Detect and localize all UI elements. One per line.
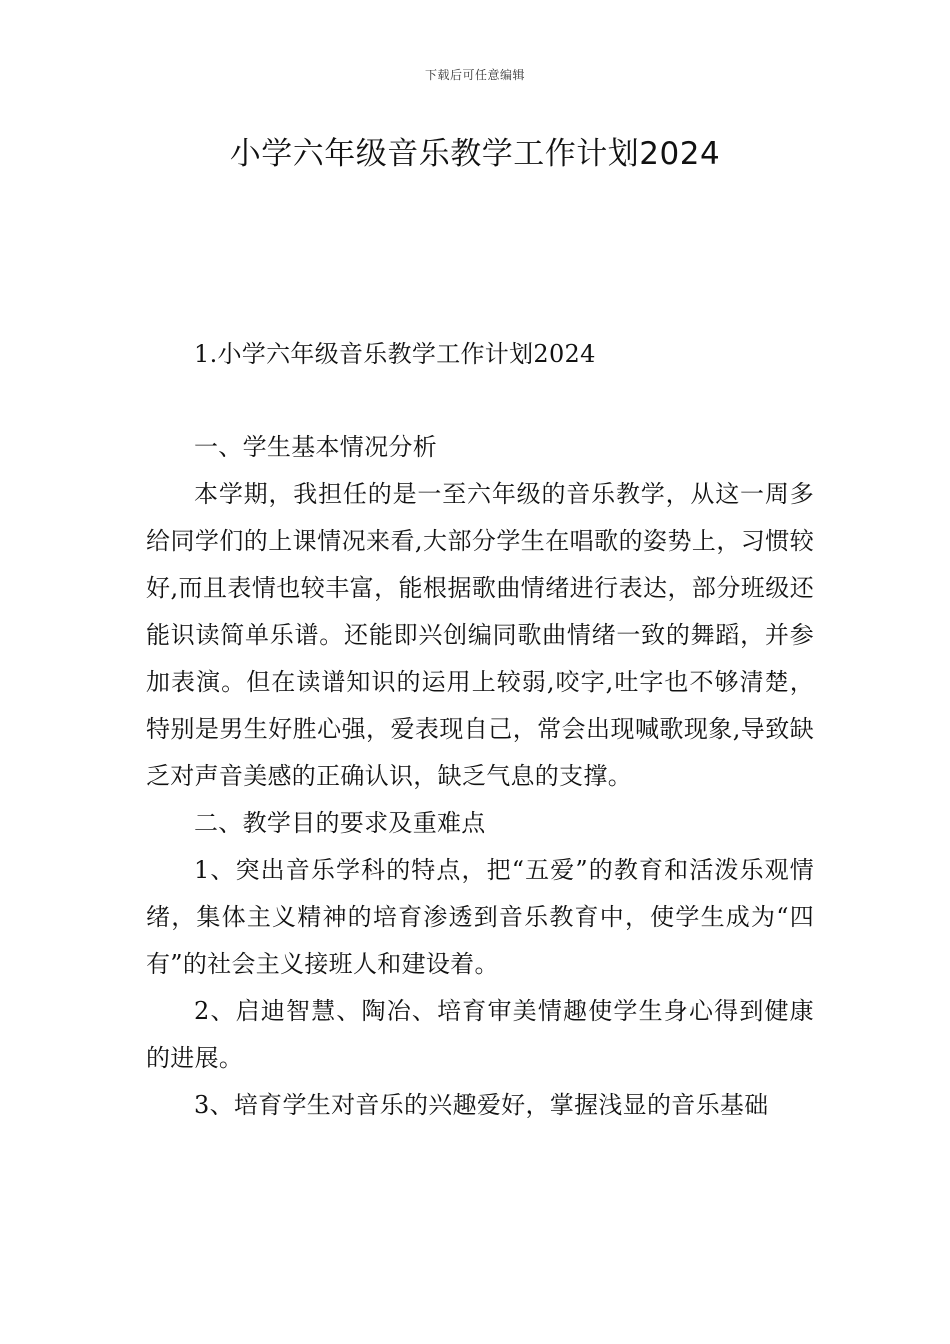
header-note: 下载后可任意编辑 [424, 68, 525, 82]
document-title: 小学六年级音乐教学工作计划2024 [229, 136, 721, 172]
subtitle-text: 1.小学六年级音乐教学工作计划2024 [194, 340, 596, 368]
paragraph-2: 1、突出音乐学科的特点，把“五爱”的教育和活泼乐观情绪，集体主义精神的培育渗透到音乐教育中，使学生成为“四有”的社会主义接班人和建设着。 [146, 856, 814, 978]
paragraph-4: 3、培育学生对音乐的兴趣爱好，掌握浅显的音乐基础 [194, 1091, 769, 1119]
document-body [146, 424, 814, 1129]
paragraph-1: 本学期，我担任的是一至六年级的音乐教学，从这一周多给同学们的上课情况来看,大部分学生在唱歌的姿势上，习惯较好,而且表情也较丰富，能根据歌曲情绪进行表达，部分班级还能识读简单乐谱。还能即兴创编同歌曲情绪一致的舞蹈，并参加表演。但在读谱知识的运用上较弱,咬字,吐字也不够清楚，特别是男生好胜心强，爱表现自己，常会出现喊歌现象,导致缺乏对声音美感的正确认识，缺乏气息的支撑。 [146, 480, 814, 790]
section-heading-2: 二、教学目的要求及重难点 [194, 809, 486, 837]
document-subtitle [146, 331, 814, 378]
section-heading-1: 一、学生基本情况分析 [194, 433, 437, 461]
paragraph-3: 2、启迪智慧、陶冶、培育审美情趣使学生身心得到健康的进展。 [146, 997, 814, 1072]
